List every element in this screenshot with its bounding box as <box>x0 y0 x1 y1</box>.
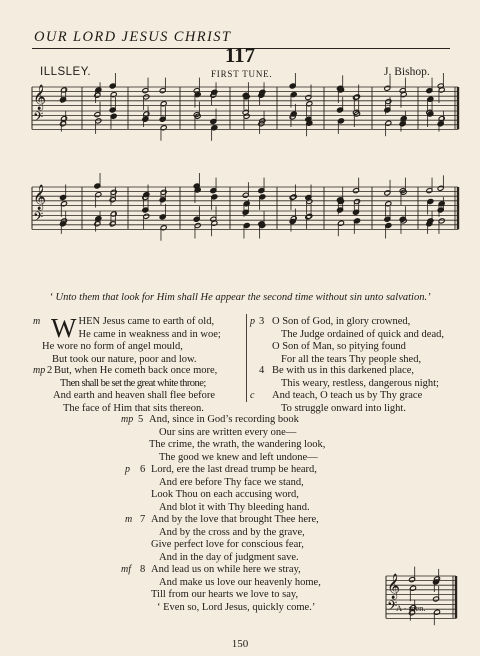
amen-label: A - men. <box>396 603 426 613</box>
page-number: 150 <box>231 638 249 650</box>
verse-line: The Judge ordained of quick and dead, <box>281 328 444 340</box>
verse-line: The crime, the wrath, the wandering look, <box>149 439 326 451</box>
hymn-number: 117 <box>224 43 256 67</box>
verse-line: ‘ Even so, Lord Jesus, quickly come.’ <box>157 601 316 613</box>
verse-number: 6 <box>140 464 146 475</box>
verse-number: 5 <box>138 414 144 425</box>
verse-line: Lord, ere the last dread trump be heard, <box>151 464 317 475</box>
verse-line: HEN Jesus came to earth of old, <box>78 316 215 327</box>
verse-line: And ere before Thy face we stand, <box>159 476 304 488</box>
tune-label: FIRST TUNE. <box>211 69 273 79</box>
verse-line: And blot it with Thy bleeding hand. <box>159 501 310 513</box>
verse-line: The good we knew and left undone— <box>159 451 318 463</box>
drop-cap: W <box>51 313 77 343</box>
dynamic-mark: p <box>125 464 130 475</box>
dynamic-mark: mp <box>121 414 134 425</box>
dynamic-mark: mf <box>121 564 131 575</box>
verse-line: Then shall be set the great white throne; <box>60 377 206 389</box>
dynamic-mark: m <box>125 514 133 525</box>
bass-clef-icon: 𝄢 <box>33 209 44 228</box>
verse-number: 7 <box>140 514 146 525</box>
verse-line: Give perfect love for conscious fear, <box>151 539 304 551</box>
verse-line: To struggle onward into light. <box>281 402 406 414</box>
treble-clef-icon: 𝄞 <box>33 185 47 210</box>
verse-line: But took our nature, poor and low. <box>52 353 197 365</box>
dynamic-mark: m <box>33 316 41 327</box>
verse-line: And in the day of judgment save. <box>159 551 299 563</box>
verse-line: O Son of God, in glory crowned, <box>272 316 411 327</box>
bass-clef-icon: 𝄢 <box>33 109 44 128</box>
verse-line: This weary, restless, dangerous night; <box>281 377 439 389</box>
verse-line: And make us love our heavenly home, <box>159 576 321 588</box>
verse-line: And by the love that brought Thee here, <box>151 514 319 525</box>
verse-line: And earth and heaven shall flee before <box>53 390 216 402</box>
verse-line: And, since in God’s recording book <box>149 414 299 425</box>
treble-clef-icon: 𝄞 <box>387 574 401 599</box>
verse-line: The face of Him that sits thereon. <box>63 402 204 414</box>
verse-number: 3 <box>259 316 265 327</box>
scripture-epigraph: ‘ Unto them that look for Him shall He appear the second time without sin unto salvation.’ <box>49 292 431 303</box>
verse-line: O Son of Man, so pitying found <box>272 341 406 353</box>
verse-line: Our sins are written every one— <box>159 426 297 438</box>
verse-number: 2 <box>47 365 53 376</box>
dynamic-mark: p <box>250 316 255 327</box>
verse-line: But, when He cometh back once more, <box>54 365 218 376</box>
verse-number: 8 <box>140 564 146 575</box>
dynamic-mark: c <box>250 390 255 401</box>
composer-name: J. Bishop. <box>384 66 430 78</box>
verse-line: For all the tears Thy people shed, <box>281 353 422 365</box>
verse-line: He came in weakness and in woe; <box>78 328 221 340</box>
verse-number: 4 <box>259 365 265 376</box>
verse-line: Look Thou on each accusing word, <box>151 489 299 501</box>
bass-clef-icon: 𝄢 <box>387 598 398 617</box>
verse-line: And lead us on while here we stray, <box>151 564 301 575</box>
verse-line: And by the cross and by the grave, <box>159 526 305 538</box>
treble-clef-icon: 𝄞 <box>33 85 47 110</box>
verse-line: Till from our hearts we love to say, <box>151 589 299 601</box>
verse-line: And teach, O teach us by Thy grace <box>272 390 423 402</box>
running-head: OUR LORD JESUS CHRIST <box>34 29 232 45</box>
verse-line: Be with us in this darkened place, <box>272 365 415 376</box>
dynamic-mark: mp <box>33 365 46 376</box>
tune-name: ILLSLEY. <box>40 66 92 78</box>
verse-line: He wore no form of angel mould, <box>42 341 183 353</box>
